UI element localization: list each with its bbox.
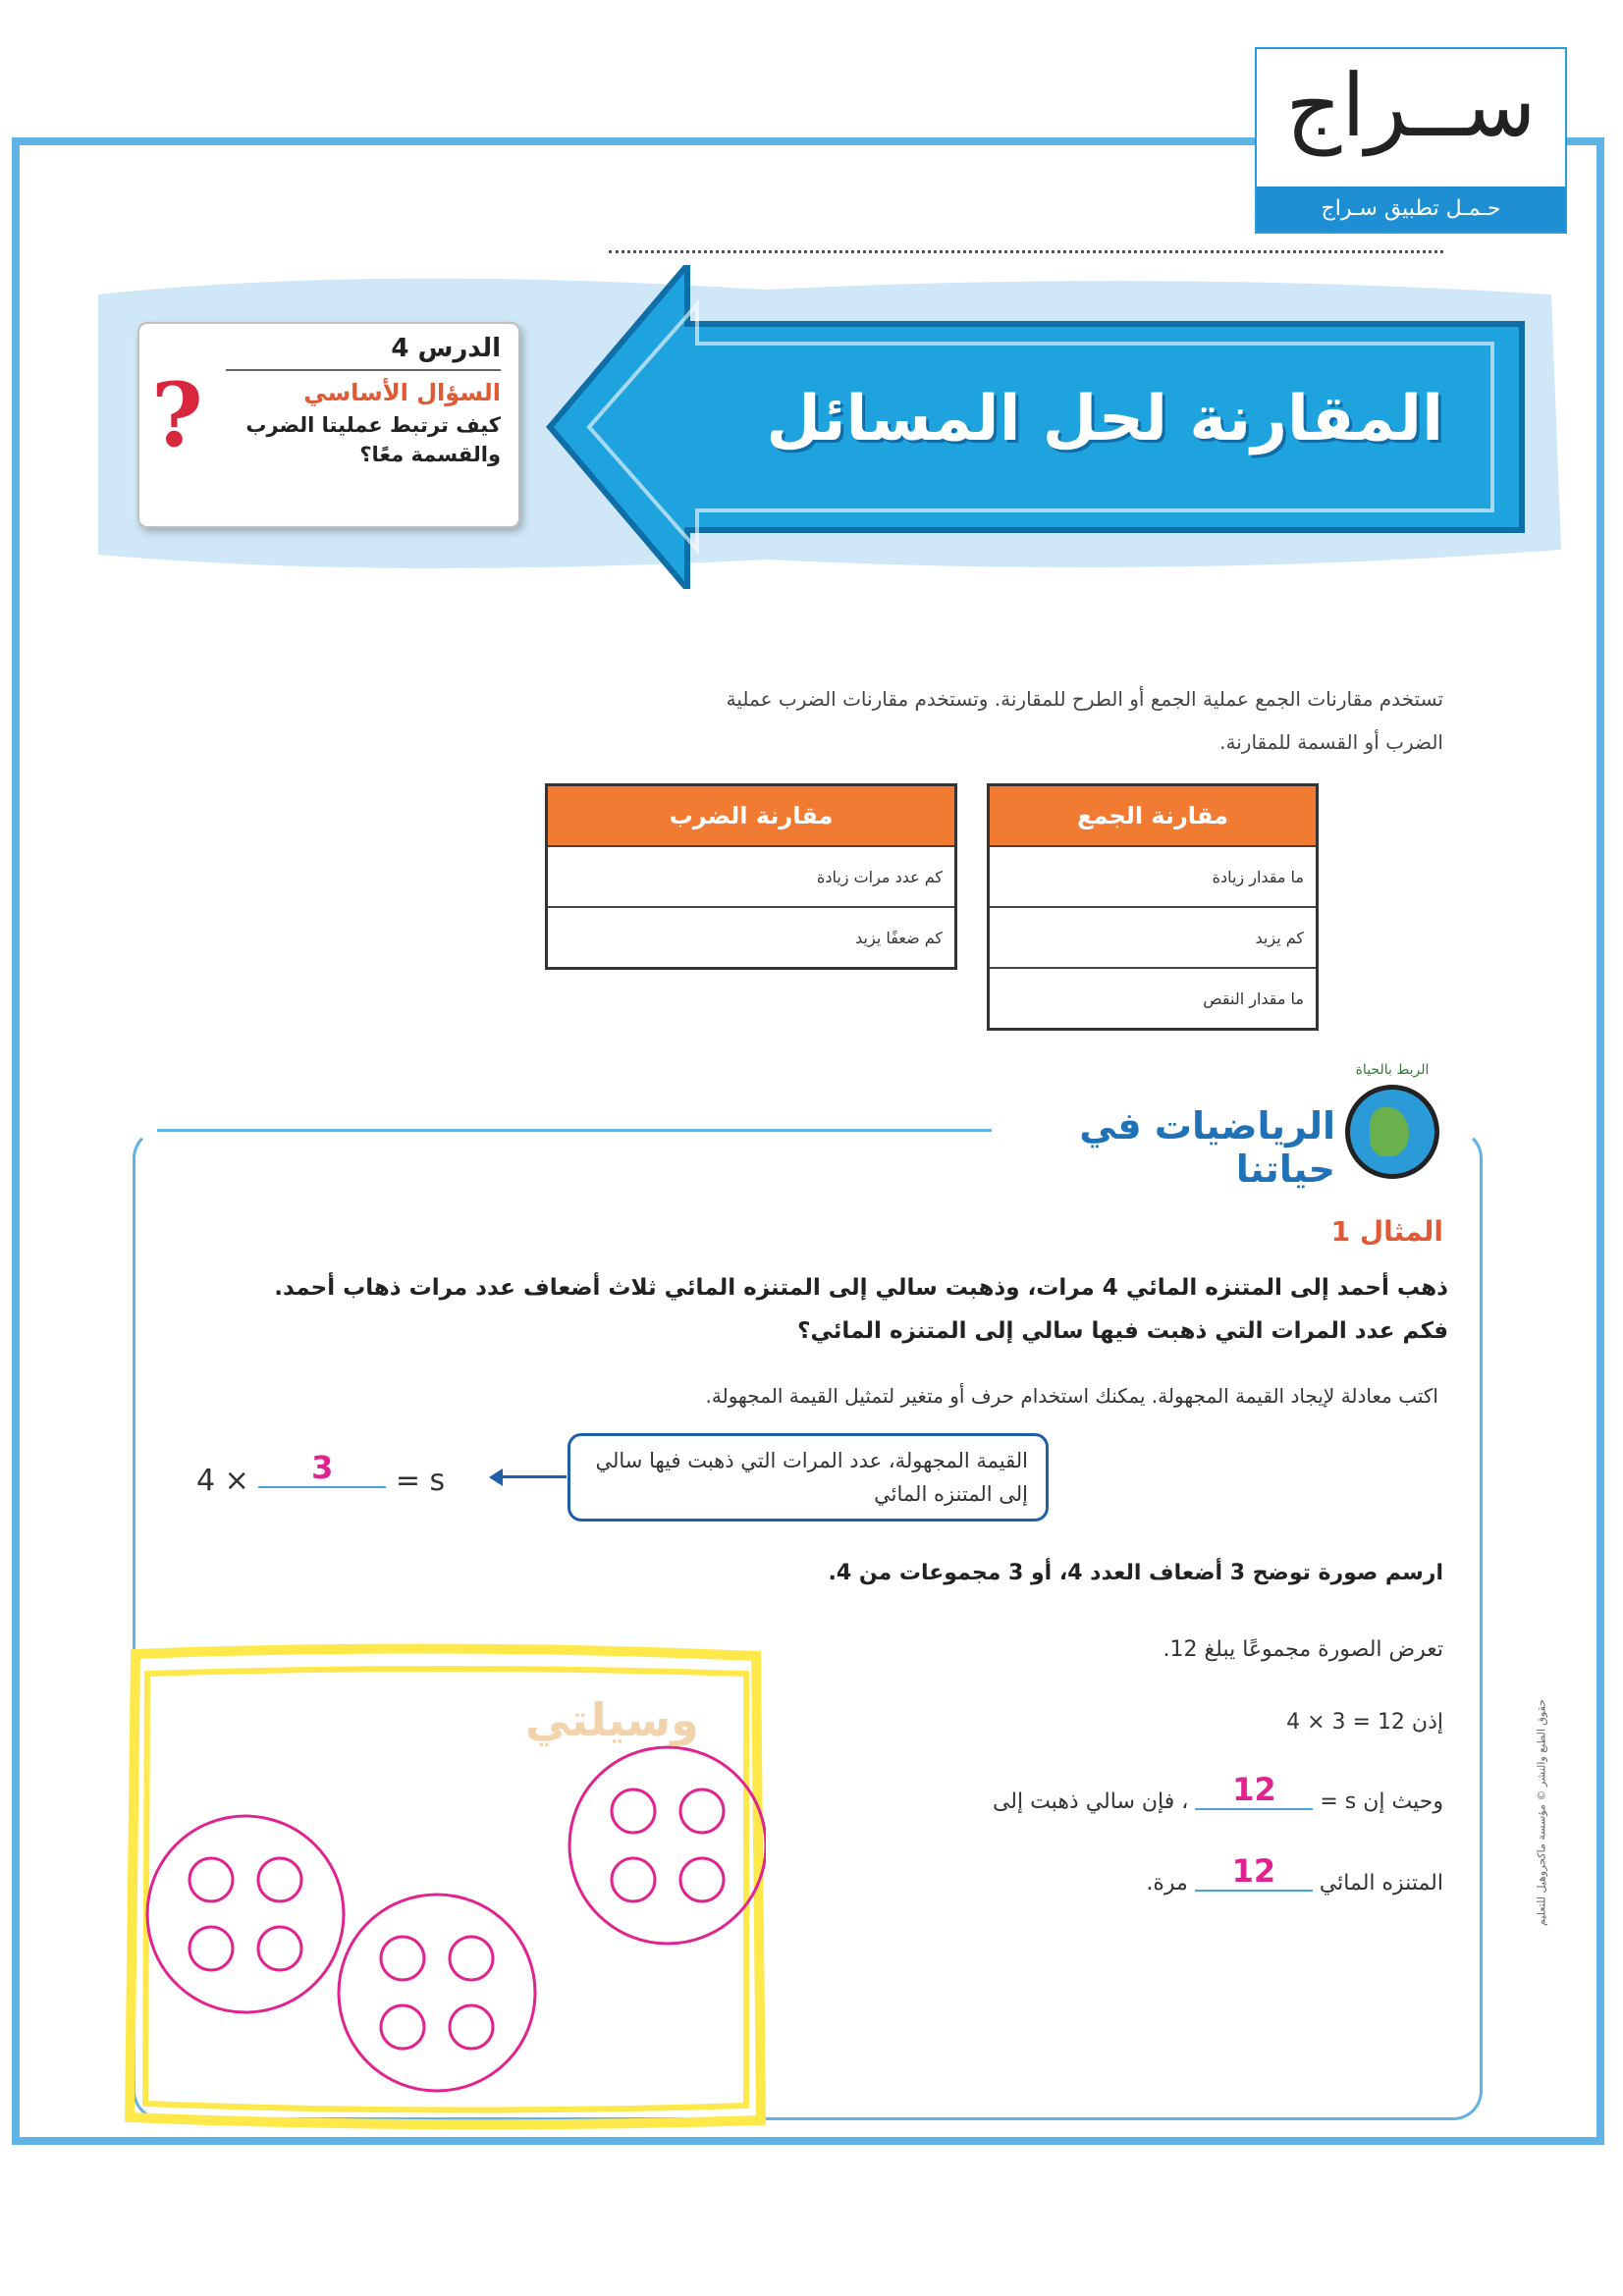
lesson-card bbox=[137, 322, 520, 528]
essential-question-label: السؤال الأساسي bbox=[303, 379, 501, 406]
step6-prefix: المتنزه المائي bbox=[1319, 1871, 1443, 1896]
step-conclusion bbox=[884, 1852, 1443, 1899]
group-circle bbox=[339, 1895, 535, 2091]
globe-label: الربط بالحياة bbox=[1355, 1062, 1430, 1078]
question-mark-icon: ? bbox=[151, 363, 203, 467]
example-problem: ذهب أحمد إلى المتنزه المائي 4 مرات، وذهبت سالي إلى المتنزه المائي ثلاث أضعاف عدد مرات ذهاب أحمد. فكم عدد المرات التي ذهبت فيها سالي إلى المتنزه المائي؟ bbox=[274, 1275, 1448, 1344]
dotted-divider bbox=[609, 250, 1443, 253]
step5-prefix: وحيث إن s = bbox=[1320, 1789, 1443, 1814]
section-title: الرياضيات في حياتنا bbox=[1079, 1104, 1335, 1191]
step-picture-total: تعرض الصورة مجموعًا يبلغ 12. bbox=[1163, 1637, 1443, 1662]
table-row: كم يزيد bbox=[989, 907, 1318, 968]
table-row: ما مقدار النقص bbox=[989, 968, 1318, 1030]
visits-answer-field[interactable]: 12 bbox=[1195, 1852, 1313, 1892]
section-divider bbox=[157, 1129, 992, 1132]
step-product: إذن 12 = 3 × 4 bbox=[1286, 1710, 1443, 1735]
table-row: ما مقدار زيادة bbox=[989, 846, 1318, 907]
app-logo[interactable] bbox=[1255, 47, 1567, 234]
example-label: المثال 1 bbox=[1330, 1215, 1443, 1248]
s-answer-field[interactable]: 12 bbox=[1195, 1771, 1313, 1810]
group-circle bbox=[569, 1747, 766, 1944]
arrow-head-icon bbox=[489, 1468, 503, 1486]
multiplication-comparison-table bbox=[545, 783, 957, 970]
equation-left: 4 × bbox=[196, 1464, 249, 1498]
table-header: مقارنة الضرب bbox=[547, 785, 956, 847]
watermark: وسيلتي bbox=[525, 1693, 699, 1746]
copyright-sidebar bbox=[1532, 1571, 1551, 2061]
copyright-text: حقوق الطبع والنشر © مؤسسة ماكجروهيل للتعليم bbox=[1535, 1699, 1548, 1926]
lesson-title: المقارنة لحل المسائل bbox=[766, 383, 1443, 455]
logo-name: ســراج bbox=[1285, 55, 1537, 156]
group-circle bbox=[147, 1816, 344, 2012]
globe-icon bbox=[1345, 1085, 1439, 1179]
arrow-icon bbox=[496, 1475, 567, 1478]
equation-answer-field[interactable]: 3 bbox=[258, 1449, 386, 1488]
step-draw-picture: ارسم صورة توضح 3 أضعاف العدد 4، أو 3 مجموعات من 4. bbox=[828, 1561, 1443, 1585]
step-write-equation: اكتب معادلة لإيجاد القيمة المجهولة. يمكنك استخدام حرف أو متغير لتمثيل القيمة المجهولة. bbox=[705, 1384, 1438, 1408]
table-row: كم عدد مرات زيادة bbox=[547, 846, 956, 907]
table-row: كم ضعفًا يزيد bbox=[547, 907, 956, 969]
equation-right: = s bbox=[395, 1464, 446, 1498]
addition-comparison-table bbox=[987, 783, 1319, 1031]
logo-tagline[interactable]: حـمـل تطبيق سـراج bbox=[1257, 187, 1565, 232]
equation bbox=[196, 1449, 446, 1500]
lesson-number: الدرس 4 bbox=[226, 334, 501, 371]
step6-suffix: مرة. bbox=[1146, 1871, 1188, 1896]
step-solve bbox=[884, 1771, 1443, 1818]
essential-question: كيف ترتبط عمليتا الضرب والقسمة معًا؟ bbox=[245, 413, 501, 466]
intro-paragraph: تستخدم مقارنات الجمع عملية الجمع أو الطرح للمقارنة. وتستخدم مقارنات الضرب عملية الضرب أو القسمة للمقارنة. bbox=[726, 687, 1443, 754]
step5-suffix: ، فإن سالي ذهبت إلى bbox=[992, 1789, 1189, 1814]
unknown-callout: القيمة المجهولة، عدد المرات التي ذهبت فيها سالي إلى المتنزه المائي bbox=[568, 1433, 1049, 1522]
table-header: مقارنة الجمع bbox=[989, 785, 1318, 847]
